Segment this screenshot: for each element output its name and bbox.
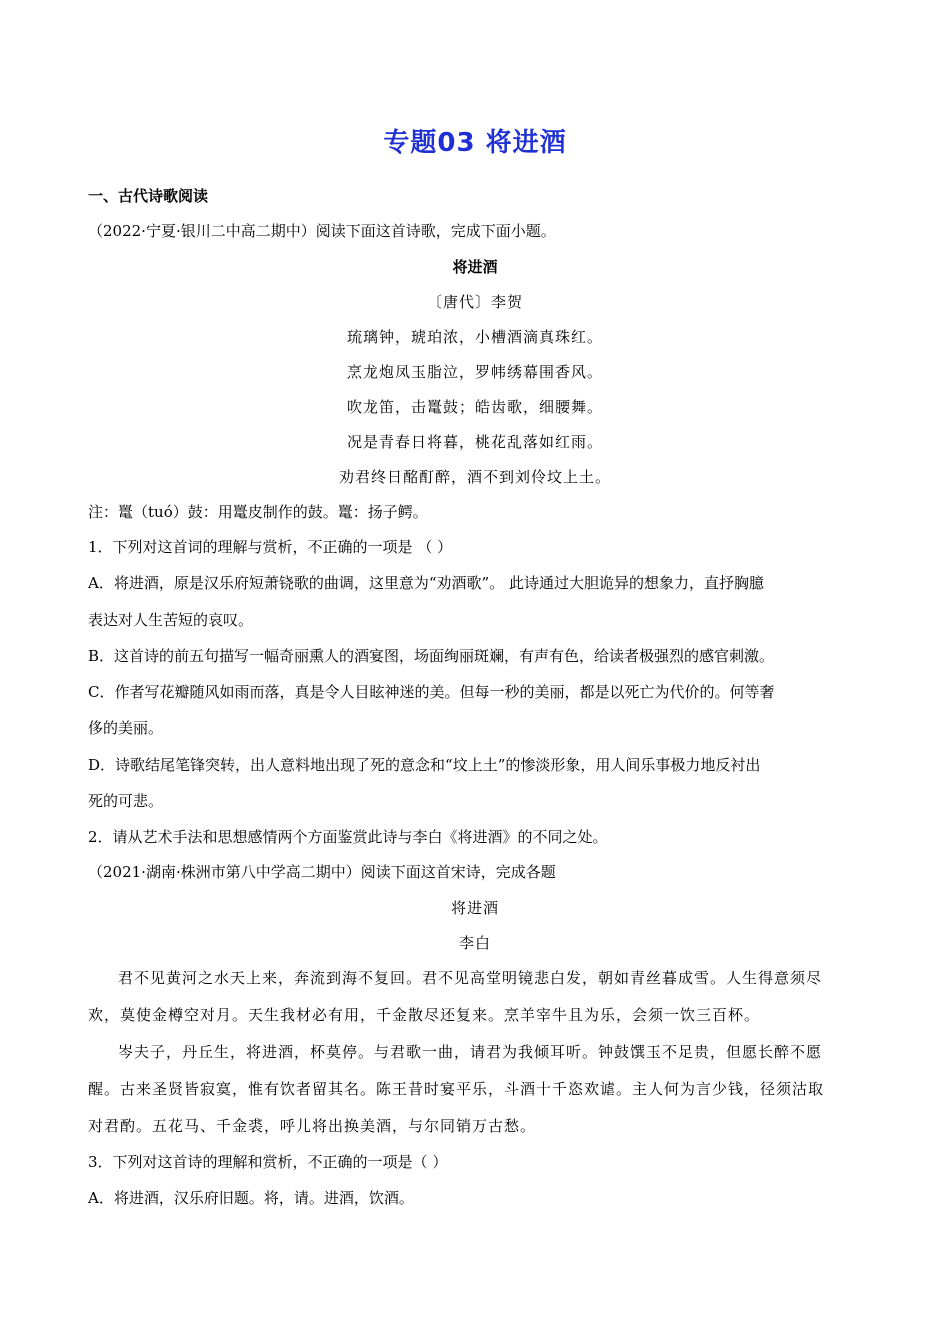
question-1-option-d: D．诗歌结尾笔锋突转，出人意料地出现了死的意念和“坟上土”的惨淡形象，用人间乐事极力地反衬出 <box>88 756 761 774</box>
poem1-line: 劝君终日酩酊醉，酒不到刘伶坟上土。 <box>338 468 611 486</box>
question-1-stem: 1．下列对这首词的理解与赏析，不正确的一项是 （ ） <box>88 538 453 556</box>
passage1-source: （2022·宁夏·银川二中高二期中）阅读下面这首诗歌，完成下面小题。 <box>88 222 556 240</box>
poem2-author: 李白 <box>458 934 491 952</box>
question-3-option-a: A．将进酒，汉乐府旧题。将，请。进酒，饮酒。 <box>88 1189 414 1207</box>
poem1-line: 况是青春日将暮，桃花乱落如红雨。 <box>346 433 603 451</box>
poem1-line: 吹龙笛，击鼍鼓；皓齿歌，细腰舞。 <box>346 398 603 416</box>
poem1-author: 〔唐代〕李贺 <box>426 293 523 311</box>
page-title: 专题03 将进酒 <box>383 128 567 158</box>
poem1-line: 烹龙炮凤玉脂泣，罗帏绣幕围香风。 <box>346 363 603 381</box>
poem2-paragraph: 醒。古来圣贤皆寂寞，惟有饮者留其名。陈王昔时宴平乐，斗酒十千恣欢谑。主人何为言少钱，径须沽取 <box>88 1080 825 1098</box>
poem2-title: 将进酒 <box>450 899 499 917</box>
poem1-note: 注：鼍（tuó）鼓：用鼍皮制作的鼓。鼍：扬子鳄。 <box>88 503 428 521</box>
poem2-paragraph: 君不见黄河之水天上来，奔流到海不复回。君不见高堂明镜悲白发，朝如青丝暮成雪。人生得意须尽 <box>118 969 823 987</box>
poem2-paragraph: 岑夫子，丹丘生，将进酒，杯莫停。与君歌一曲，请君为我倾耳听。钟鼓馔玉不足贵，但愿长醉不愿 <box>118 1043 823 1061</box>
passage2-source: （2021·湖南·株洲市第八中学高二期中）阅读下面这首宋诗，完成各题 <box>88 863 556 881</box>
question-1-option-c-cont: 侈的美丽。 <box>88 719 164 737</box>
section-heading: 一、古代诗歌阅读 <box>88 187 209 205</box>
poem1-line: 琉璃钟，琥珀浓，小槽酒滴真珠红。 <box>346 328 603 346</box>
question-2-stem: 2．请从艺术手法和思想感情两个方面鉴赏此诗与李白《将进酒》的不同之处。 <box>88 828 608 846</box>
question-1-option-b: B．这首诗的前五句描写一幅奇丽熏人的酒宴图，场面绚丽斑斓，有声有色，给读者极强烈的感官刺激。 <box>88 647 775 665</box>
question-1-option-a: A．将进酒，原是汉乐府短萧铙歌的曲调，这里意为“劝酒歌”。 此诗通过大胆诡异的想象力，直抒胸臆 <box>88 574 764 592</box>
question-1-option-d-cont: 死的可悲。 <box>88 792 164 810</box>
poem1-title: 将进酒 <box>452 258 498 276</box>
question-1-option-a-cont: 表达对人生苦短的哀叹。 <box>88 611 254 629</box>
poem2-paragraph: 欢，莫使金樽空对月。天生我材必有用，千金散尽还复来。烹羊宰牛且为乐，会须一饮三百杯。 <box>88 1006 761 1024</box>
question-1-option-c: C．作者写花瓣随风如雨而落，真是令人目眩神迷的美。但每一秒的美丽，都是以死亡为代价的。何等奢 <box>88 683 775 701</box>
poem2-paragraph: 对君酌。五花马、千金裘，呼儿将出换美酒，与尔同销万古愁。 <box>88 1117 537 1135</box>
question-3-stem: 3．下列对这首诗的理解和赏析，不正确的一项是（ ） <box>88 1153 448 1171</box>
